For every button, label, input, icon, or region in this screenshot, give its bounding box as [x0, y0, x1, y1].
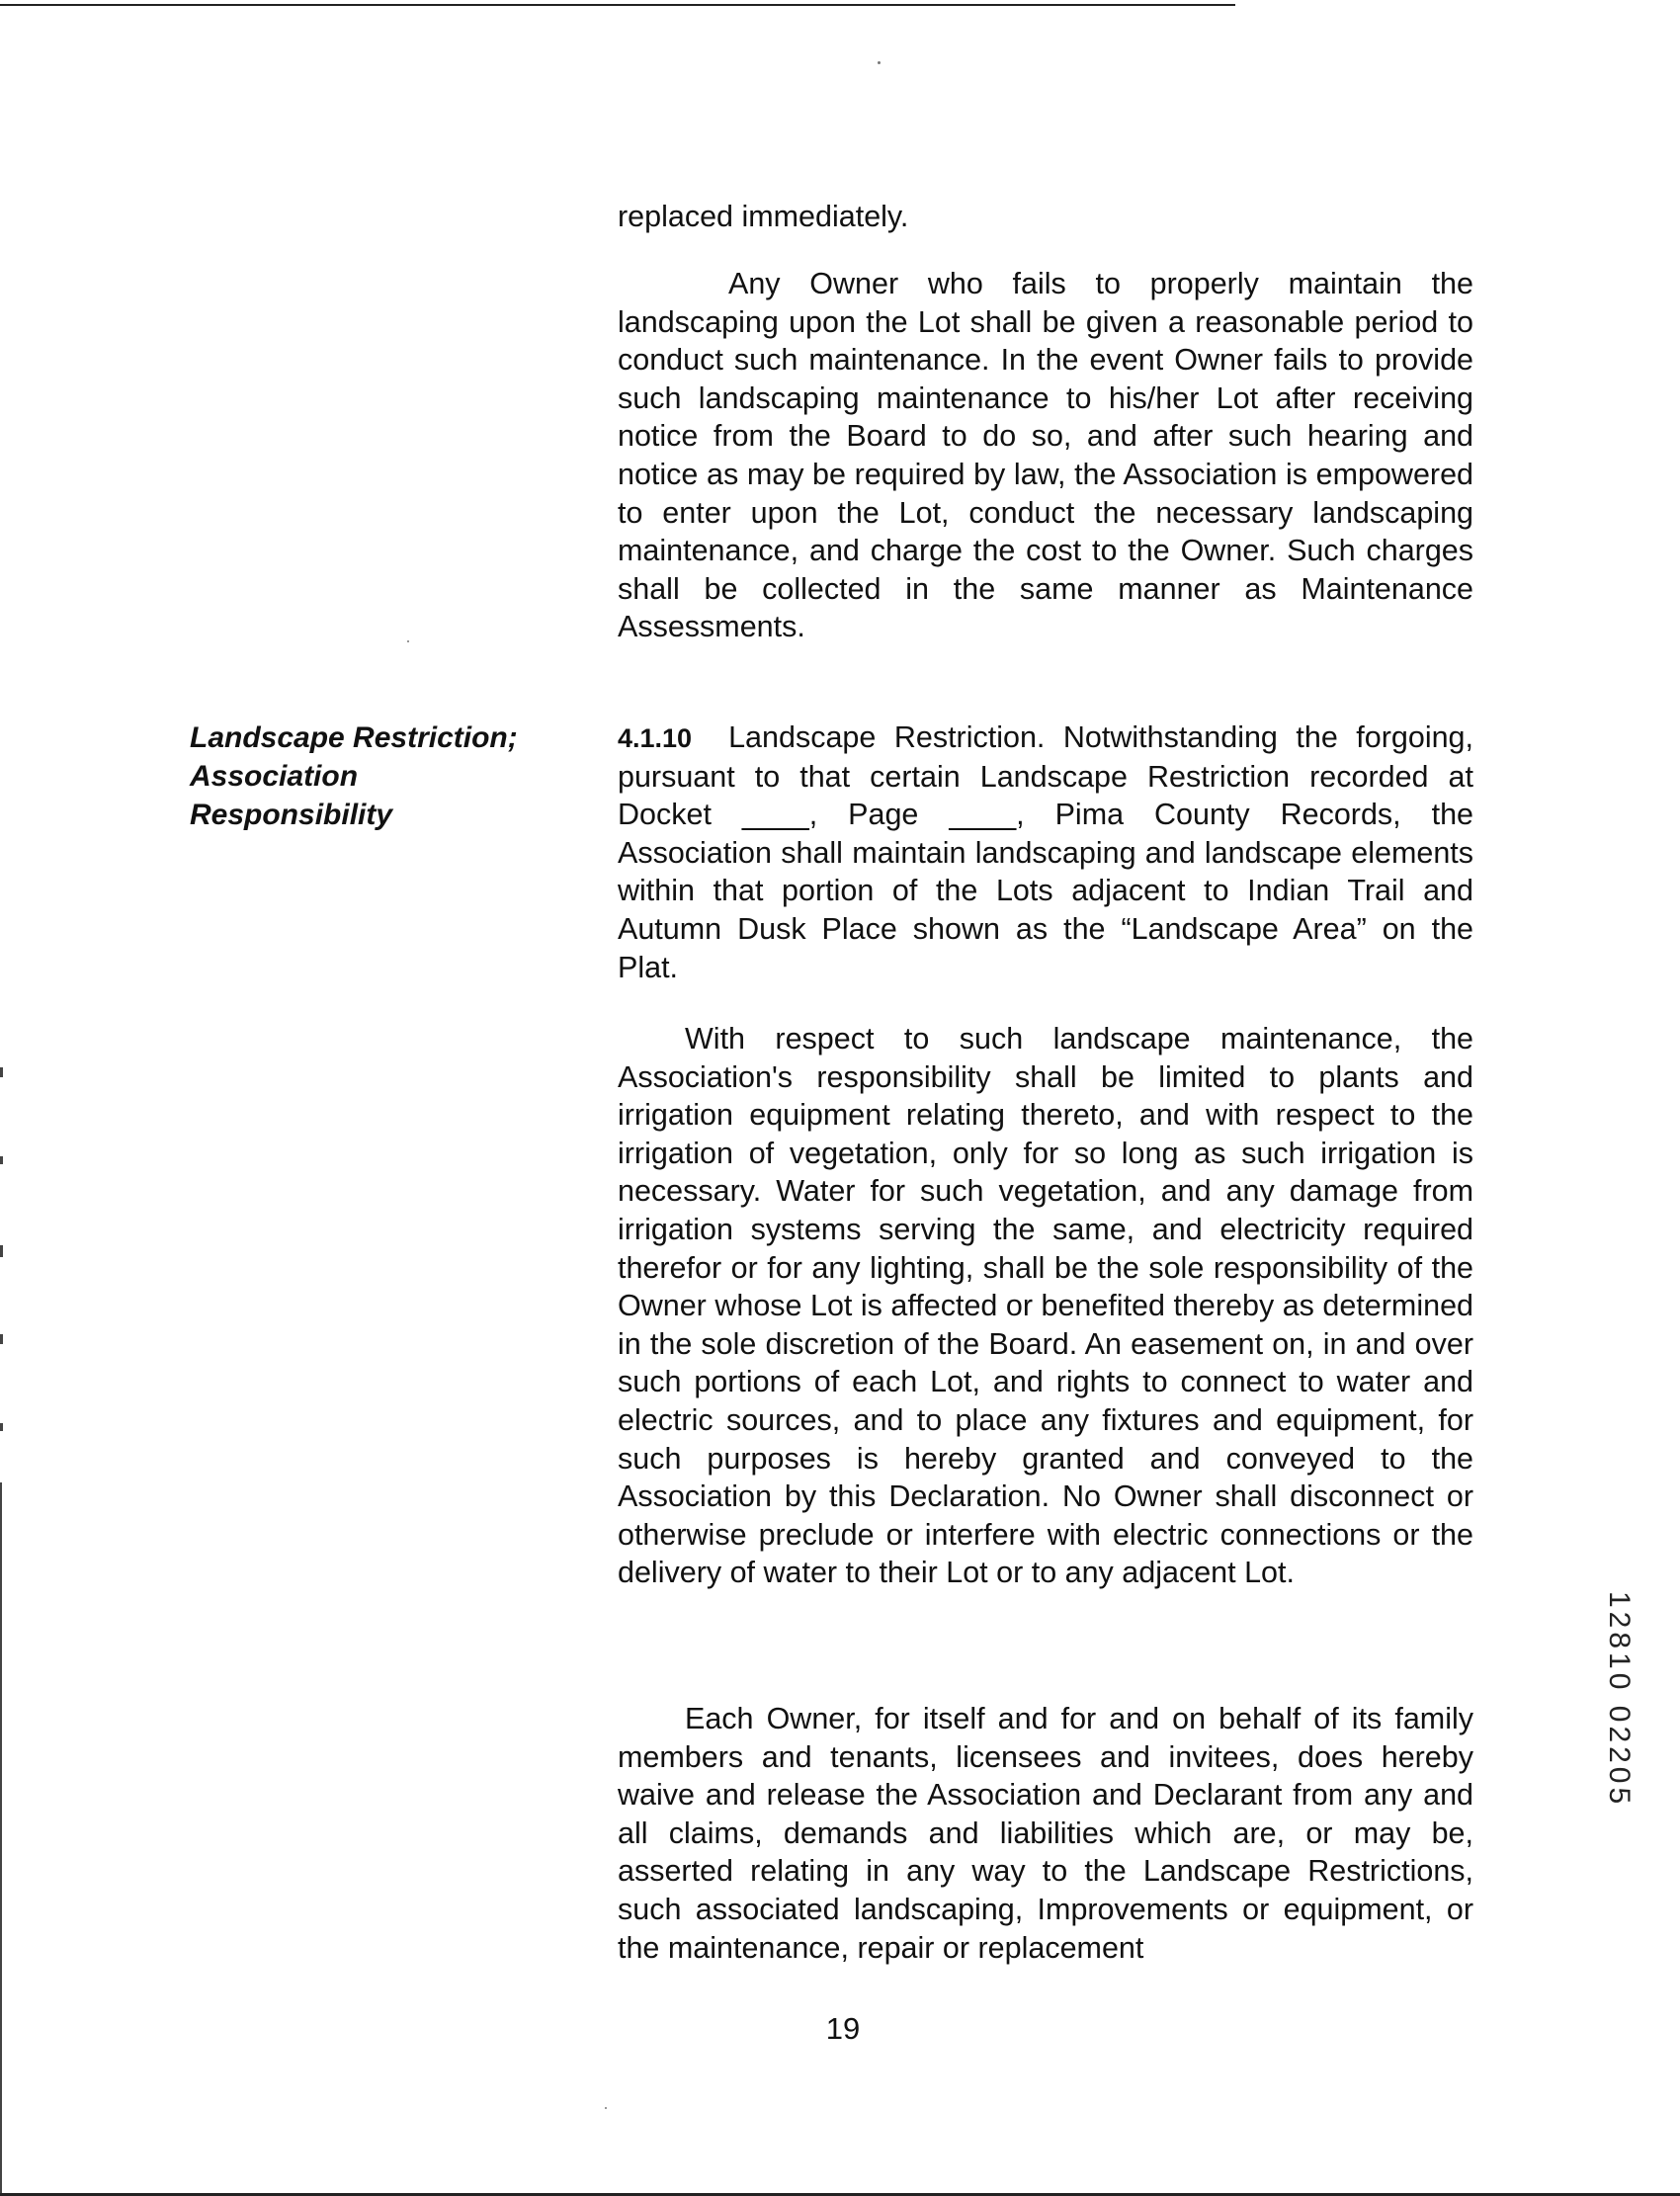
scan-speck	[878, 61, 881, 64]
scan-mark	[0, 1156, 3, 1164]
body-paragraph	[618, 1700, 1473, 1967]
paragraph-landscape-restriction	[618, 718, 1473, 986]
scan-mark	[0, 1423, 3, 1431]
top-scan-border	[0, 4, 1235, 6]
margin-heading	[190, 718, 585, 834]
margin-heading-line: Landscape Restriction;	[190, 721, 518, 754]
body-paragraph	[618, 198, 1473, 236]
body-paragraph	[618, 718, 1473, 986]
recording-number: 12810 02205	[1603, 1591, 1636, 1809]
body-paragraph	[618, 265, 1473, 646]
paragraph-continuation: replaced immediately.	[618, 200, 909, 233]
scan-mark	[0, 1245, 3, 1257]
scan-speck	[605, 2107, 607, 2109]
body-paragraph	[618, 1020, 1473, 1592]
page-number	[0, 2011, 1680, 2047]
scan-mark	[0, 1334, 3, 1344]
margin-heading-line: Responsibility	[190, 799, 393, 831]
paragraph-maintenance-failure: Any Owner who fails to properly maintain the landscaping upon the Lot shall be given a reasonable period to conduct such maintenance. In the event Owner fails to provide such landscaping maintenance to his/her Lot after receiving notice from the Board to do so, and after such hearing and notice as may be required by law, the Association is empowered to enter upon the Lot, conduct the necessary landscaping maintenance, and charge the cost to the Owner. Such charges shall be collected in the same manner as Maintenance Assessments.	[618, 267, 1473, 644]
scan-mark	[0, 1067, 3, 1077]
section-text: Landscape Restriction. Notwithstanding the forgoing, pursuant to that certain Landscape Restriction recorded at Docket ____, Page ____, Pima County Records, the Association shall maintain landscaping and landscape elements within that portion of the Lots adjacent to Indian Trail and Autumn Dusk Place shown as the “Landscape Area” on the Plat.	[618, 720, 1473, 984]
scan-speck	[407, 640, 409, 642]
paragraph-waiver: Each Owner, for itself and for and on behalf of its family members and tenants, licensees and invitees, does hereby waive and release the Association and Declarant from any and all claims, demands and liabilities which are, or may be, asserted relating in any way to the Landscape Restrictions, such associated landscaping, Improvements or equipment, or the maintenance, repair or replacement	[618, 1702, 1473, 1965]
paragraph-association-responsibility: With respect to such landscape maintenance, the Association's responsibility shall be limited to plants and irrigation equipment relating thereto, and with respect to the irrigation of vegetation, only for so long as such irrigation is necessary. Water for such vegetation, and any damage from irrigation systems serving the same, and electricity required therefor or for any lighting, shall be the sole responsibility of the Owner whose Lot is affected or benefited thereby as determined in the sole discretion of the Board. An easement on, in and over such portions of each Lot, and rights to connect to water and electric sources, and to place any fixtures and equipment, for such purposes is hereby granted and conveyed to the Association by this Declaration. No Owner shall disconnect or otherwise preclude or interfere with electric connections or the delivery of water to their Lot or to any adjacent Lot.	[618, 1022, 1473, 1590]
section-number: 4.1.10	[618, 723, 693, 753]
page-number-text: 19	[825, 2011, 861, 2046]
left-scan-border	[0, 1482, 2, 2196]
margin-heading-line: Association	[190, 760, 359, 793]
